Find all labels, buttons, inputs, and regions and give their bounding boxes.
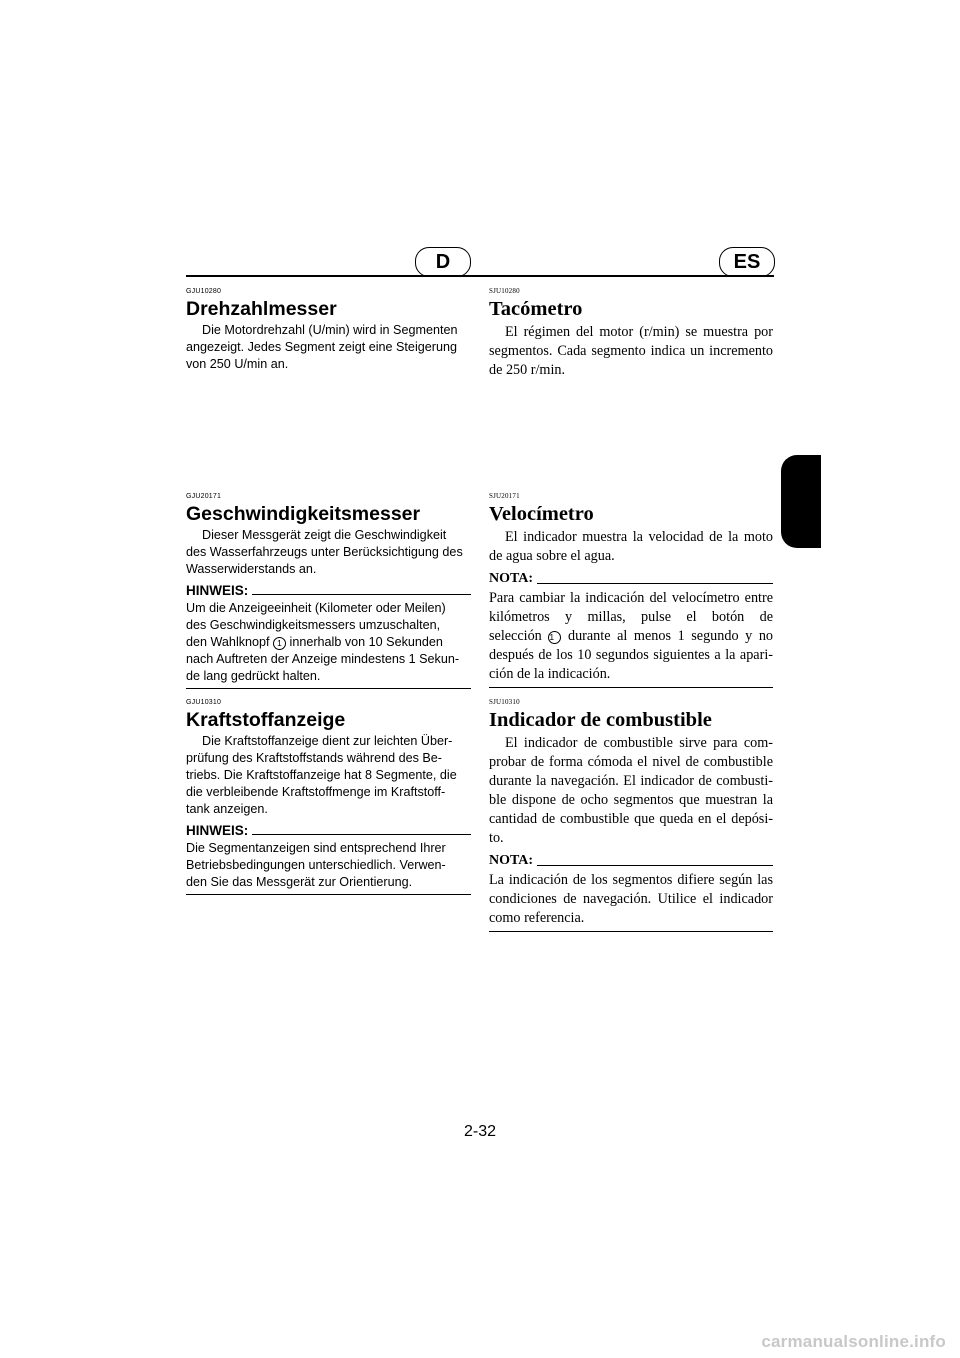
note-line: Die Segmentanzeigen sind entsprechend Ihrer bbox=[186, 841, 446, 855]
note-line bbox=[489, 627, 773, 646]
note-rule bbox=[252, 834, 471, 835]
chapter-thumb-tab bbox=[781, 455, 821, 548]
language-badge-spanish: ES bbox=[719, 247, 775, 277]
note-header bbox=[186, 822, 471, 839]
note-header bbox=[489, 852, 773, 870]
note-line: condiciones de navegación. Utilice el indicador bbox=[489, 891, 773, 907]
body-line: El indicador muestra la velocidad de la moto bbox=[505, 529, 773, 545]
body-line: de agua sobre el agua. bbox=[489, 548, 615, 564]
note-line: Um die Anzeigeeinheit (Kilometer oder Meilen) bbox=[186, 601, 446, 615]
note-line: nach Auftreten der Anzeige mindestens 1 Sekun- bbox=[186, 652, 460, 666]
body-line: triebs. Die Kraftstoffanzeige hat 8 Segmente, die bbox=[186, 768, 457, 782]
body-line: prüfung des Kraftstoffstands während des Be- bbox=[186, 751, 442, 765]
section-code: GJU10310 bbox=[186, 699, 222, 706]
note-line bbox=[186, 634, 471, 651]
note-rule bbox=[252, 594, 471, 595]
section-velocimetro bbox=[489, 492, 773, 688]
note-line: después de los 10 segundos siguientes a la apari- bbox=[489, 647, 773, 663]
body-line: tank anzeigen. bbox=[186, 802, 268, 816]
section-body bbox=[186, 527, 471, 578]
note-line: Para cambiar la indicación del velocímetro entre bbox=[489, 590, 773, 606]
language-badge-german: D bbox=[415, 247, 471, 277]
section-title: Drehzahlmesser bbox=[186, 298, 337, 320]
note-body bbox=[489, 589, 773, 684]
body-line: segmentos. Cada segmento indica un incremento bbox=[489, 343, 773, 359]
note-body bbox=[186, 600, 471, 685]
section-code: GJU10280 bbox=[186, 288, 222, 295]
body-line: durante la navegación. El indicador de combusti- bbox=[489, 773, 773, 789]
note-label: NOTA: bbox=[489, 571, 534, 586]
note-line: den Sie das Messgerät zur Orientierung. bbox=[186, 875, 413, 889]
header-rule bbox=[186, 275, 774, 277]
section-body bbox=[489, 734, 773, 848]
section-code: SJU10310 bbox=[489, 698, 520, 706]
note-line: de lang gedrückt halten. bbox=[186, 669, 321, 683]
callout-marker-icon: 1 bbox=[273, 637, 286, 650]
note-line: ción de la indicación. bbox=[489, 666, 611, 682]
note-header bbox=[489, 570, 773, 588]
section-kraftstoffanzeige bbox=[186, 698, 471, 895]
note-end-rule bbox=[186, 688, 471, 689]
page-number: 2-32 bbox=[463, 1123, 497, 1140]
section-title: Tacómetro bbox=[489, 298, 583, 320]
section-indicador-de-combustible bbox=[489, 698, 773, 932]
section-body bbox=[489, 528, 773, 566]
note-end-rule bbox=[489, 931, 773, 932]
section-body bbox=[186, 322, 471, 373]
body-line: des Wasserfahrzeugs unter Berücksichtigung des bbox=[186, 545, 463, 559]
body-line: Die Motordrehzahl (U/min) wird in Segmenten bbox=[202, 323, 458, 337]
body-line: Dieser Messgerät zeigt die Geschwindigkeit bbox=[202, 528, 447, 542]
section-code: GJU20171 bbox=[186, 493, 222, 500]
section-title: Geschwindigkeitsmesser bbox=[186, 503, 421, 525]
body-line: cantidad de combustible que queda en el depósi- bbox=[489, 811, 773, 827]
section-geschwindigkeitsmesser bbox=[186, 492, 471, 689]
note-text: innerhalb von 10 Sekunden bbox=[289, 635, 443, 649]
section-code: SJU10280 bbox=[489, 287, 520, 295]
section-tacometro bbox=[489, 287, 773, 380]
section-title: Indicador de combustible bbox=[489, 709, 712, 731]
note-line: Betriebsbedingungen unterschiedlich. Verwen- bbox=[186, 858, 446, 872]
section-drehzahlmesser bbox=[186, 287, 471, 373]
body-line: von 250 U/min an. bbox=[186, 357, 289, 371]
section-title: Velocímetro bbox=[489, 503, 594, 525]
note-line: La indicación de los segmentos difiere según las bbox=[489, 872, 773, 888]
note-line: kilómetros y millas, pulse el botón de bbox=[489, 609, 773, 625]
body-line: ble dispone de ocho segmentos que muestran la bbox=[489, 792, 773, 808]
body-line: Die Kraftstoffanzeige dient zur leichten Über- bbox=[202, 734, 453, 748]
note-label: NOTA: bbox=[489, 853, 534, 868]
note-text: den Wahlknopf bbox=[186, 635, 270, 649]
body-line: probar de forma cómoda el nivel de combustible bbox=[489, 754, 773, 770]
note-end-rule bbox=[489, 687, 773, 688]
note-label: HINWEIS: bbox=[186, 823, 249, 838]
note-text: durante al menos 1 segundo y no bbox=[567, 628, 774, 644]
section-code: SJU20171 bbox=[489, 492, 520, 500]
note-rule bbox=[537, 583, 773, 584]
note-label: HINWEIS: bbox=[186, 583, 249, 598]
body-line: El indicador de combustible sirve para com- bbox=[505, 735, 773, 751]
body-line: Wasserwiderstands an. bbox=[186, 562, 317, 576]
callout-marker-icon: 1 bbox=[548, 631, 561, 644]
section-body bbox=[186, 733, 471, 818]
note-body bbox=[186, 840, 471, 891]
body-line: angezeigt. Jedes Segment zeigt eine Steigerung bbox=[186, 340, 457, 354]
note-body bbox=[489, 871, 773, 928]
note-line: como referencia. bbox=[489, 910, 585, 926]
section-title: Kraftstoffanzeige bbox=[186, 709, 346, 731]
note-end-rule bbox=[186, 894, 471, 895]
note-rule bbox=[537, 865, 773, 866]
section-body bbox=[489, 323, 773, 380]
note-text: selección bbox=[489, 628, 542, 644]
note-line: des Geschwindigkeitsmessers umzuschalten, bbox=[186, 618, 441, 632]
body-line: to. bbox=[489, 830, 504, 846]
body-line: de 250 r/min. bbox=[489, 362, 566, 378]
site-watermark: carmanualsonline.info bbox=[761, 1332, 946, 1351]
note-header bbox=[186, 582, 471, 599]
body-line: die verbleibende Kraftstoffmenge im Kraftstoff- bbox=[186, 785, 446, 799]
body-line: El régimen del motor (r/min) se muestra por bbox=[505, 324, 773, 340]
